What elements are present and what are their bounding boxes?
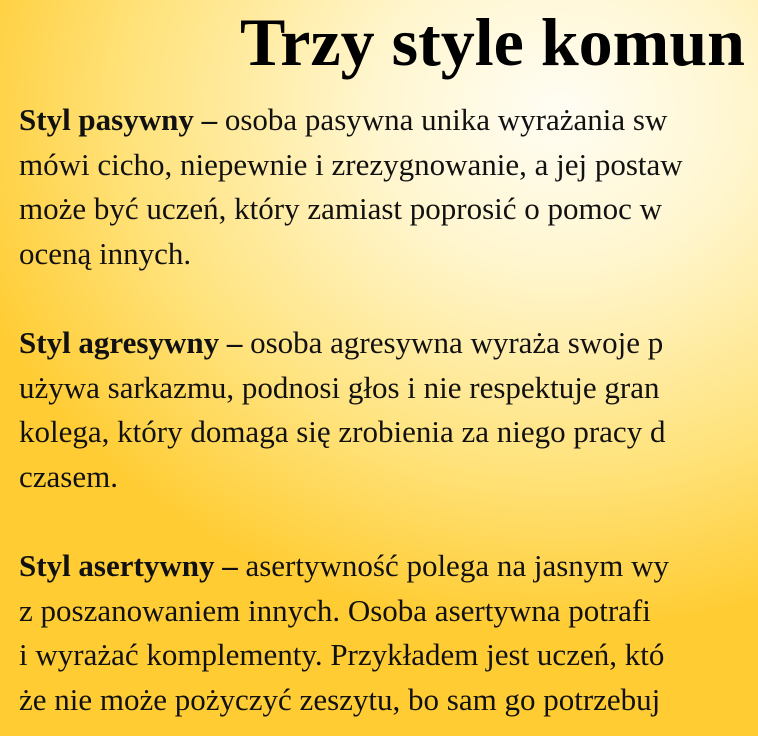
aggressive-line-3: kolega, który domaga się zrobienia za niego pracy d xyxy=(19,414,666,449)
assertive-style-term: Styl asertywny – xyxy=(19,548,238,583)
passive-style-term: Styl pasywny – xyxy=(19,102,218,137)
assertive-line-3: i wyrażać komplementy. Przykładem jest uczeń, któ xyxy=(19,637,665,672)
aggressive-style-term: Styl agresywny – xyxy=(19,325,243,360)
passive-line-4: oceną innych. xyxy=(19,235,192,271)
aggressive-line-2: używa sarkazmu, podnosi głos i nie respektuje gran xyxy=(19,369,660,405)
assertive-line-2: z poszanowaniem innych. Osoba asertywna potrafi xyxy=(19,592,651,628)
assertive-line-1: asertywność polega na jasnym wy xyxy=(237,548,670,583)
passive-line-3: może być uczeń, który zamiast poprosić o pomoc w xyxy=(19,191,663,226)
assertive-line-4: że nie może pożyczyć zeszytu, bo sam go potrzebuj xyxy=(19,681,661,717)
passive-line-2: mówi cicho, niepewnie i zrezygnowanie, a jej postaw xyxy=(19,146,683,182)
paragraph-line xyxy=(19,544,669,589)
aggressive-line-1: osoba agresywna wyraża swoje p xyxy=(242,325,664,360)
slide-title: Trzy style komun xyxy=(240,4,745,80)
aggressive-line-4: czasem. xyxy=(19,458,118,494)
passive-line-1: osoba pasywna unika wyrażania sw xyxy=(217,102,668,137)
assertive-style-paragraph xyxy=(19,544,669,722)
aggressive-style-paragraph xyxy=(19,321,665,499)
paragraph-line xyxy=(19,98,683,143)
paragraph-line xyxy=(19,321,665,366)
passive-style-paragraph xyxy=(19,98,683,276)
